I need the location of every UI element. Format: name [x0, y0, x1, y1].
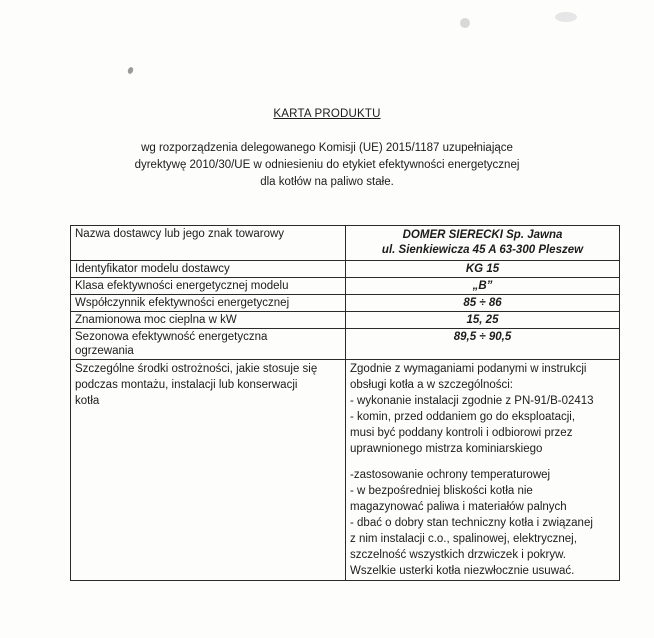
table-row — [71, 295, 620, 312]
scan-speck — [460, 18, 470, 28]
energy-class-value: „B” — [346, 278, 620, 295]
precaution-line: -zastosowanie ochrony temperaturowej — [350, 469, 551, 481]
precaution-line: - wykonanie instalacji zgodnie z PN-91/B-02413 — [350, 395, 594, 407]
precaution-line: Zgodnie z wymaganiami podanymi w instrukcji — [350, 363, 587, 375]
intro-line: dyrektywę 2010/30/UE w odniesieniu do etykiet efektywności energetycznej — [134, 159, 520, 171]
intro-text — [0, 140, 654, 191]
document-title: KARTA PRODUKTU — [273, 108, 381, 120]
precaution-line: uprawnionego mistrza kominiarskiego — [350, 443, 543, 455]
energy-class-label: Klasa efektywności energetycznej modelu — [71, 278, 346, 295]
intro-line: wg rozporządzenia delegowanego Komisji (UE) 2015/1187 uzupełniające — [141, 142, 513, 154]
intro-line: dla kotłów na paliwo stałe. — [260, 176, 394, 188]
precaution-line: - komin, przed oddaniem go do eksploatacji, — [350, 411, 576, 423]
precaution-line: musi być poddany kontroli i odbiorowi przez — [350, 427, 573, 439]
precaution-line: obsługi kotła a w szczególności: — [350, 379, 513, 391]
supplier-address: ul. Sienkiewicza 45 A 63-300 Pleszew — [381, 244, 584, 256]
label-line: kotła — [75, 395, 100, 407]
table-row — [71, 278, 620, 295]
paragraph-gap — [350, 457, 615, 467]
precaution-line: szczelność wszystkich drzwiczek i pokryw. — [350, 549, 566, 561]
precautions-label — [71, 360, 346, 581]
label-line: Szczególne środki ostrożności, jakie stosuje się — [75, 363, 318, 375]
rated-output-value: 15, 25 — [346, 312, 620, 329]
efficiency-index-label: Współczynnik efektywności energetycznej — [71, 295, 346, 312]
precaution-line: magazynować paliwa i materiałów palnych — [350, 501, 567, 513]
table-row — [71, 312, 620, 329]
table-row — [71, 261, 620, 278]
precaution-line: z nim instalacji c.o., spalinowej, elektrycznej, — [350, 533, 577, 545]
efficiency-index-value: 85 ÷ 86 — [346, 295, 620, 312]
precaution-line: - dbać o dobry stan techniczny kotła i związanej — [350, 517, 593, 529]
scan-speck — [555, 12, 577, 22]
product-table — [70, 225, 620, 581]
table-row — [71, 226, 620, 261]
seasonal-efficiency-value: 89,5 ÷ 90,5 — [346, 329, 620, 360]
precaution-line: Wszelkie usterki kotła niezwłocznie usuwać. — [350, 565, 575, 577]
table-row — [71, 329, 620, 360]
precautions-value — [346, 360, 620, 581]
supplier-label: Nazwa dostawcy lub jego znak towarowy — [71, 226, 346, 261]
table-row — [71, 360, 620, 581]
model-id-label: Identyfikator modelu dostawcy — [71, 261, 346, 278]
label-line: podczas montażu, instalacji lub konserwacji — [75, 379, 298, 391]
label-line: ogrzewania — [75, 345, 134, 357]
label-line: Sezonowa efektywność energetyczna — [75, 331, 268, 343]
supplier-value — [346, 226, 620, 261]
seasonal-efficiency-label — [71, 329, 346, 360]
model-id-value: KG 15 — [346, 261, 620, 278]
precaution-line: - w bezpośredniej bliskości kotła nie — [350, 485, 533, 497]
supplier-name: DOMER SIERECKI Sp. Jawna — [402, 229, 563, 241]
rated-output-label: Znamionowa moc cieplna w kW — [71, 312, 346, 329]
scan-speck — [127, 66, 134, 74]
